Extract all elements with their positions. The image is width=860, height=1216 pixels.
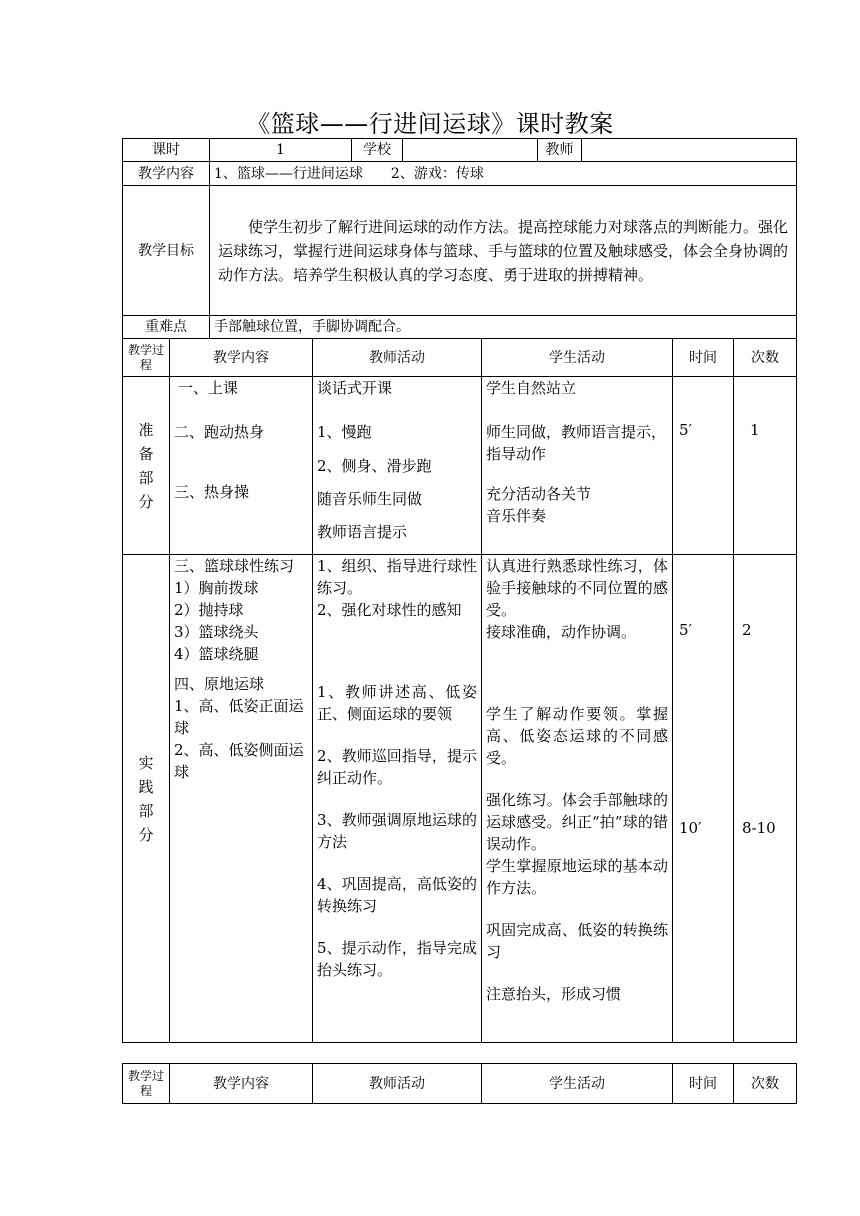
practice-content-item: 2、高、低姿侧面运球 — [174, 741, 304, 781]
practice-content-item: 1、高、低姿正面运球 — [174, 697, 304, 737]
lesson-value: 1 — [210, 139, 352, 162]
practice-time-a: 5′ — [679, 621, 692, 639]
prep-label-text: 准备部分 — [138, 420, 154, 511]
header-time: 时间 — [673, 1064, 734, 1104]
practice-student-item: 学生了解动作要领。掌握高、低姿态运球的不同感受。 — [486, 705, 668, 767]
prep-teacher-item: 谈话式开课 — [317, 379, 393, 397]
goal-label: 教学目标 — [123, 186, 210, 316]
prep-content-item: 三、热身操 — [174, 483, 250, 501]
practice-time — [673, 555, 734, 1043]
practice-content-item: 2）抛持球 — [174, 601, 244, 619]
practice-teacher-item: 2、教师巡回指导，提示纠正动作。 — [317, 747, 477, 787]
header-count: 次数 — [734, 1064, 797, 1104]
practice-count-a: 2 — [742, 621, 752, 639]
practice-teacher-item: 2、强化对球性的感知 — [317, 601, 462, 619]
lesson-label: 课时 — [123, 139, 210, 162]
prep-content-item: 二、跑动热身 — [174, 423, 265, 441]
prep-count-value: 1 — [750, 421, 760, 439]
prep-teacher-item: 教师语言提示 — [317, 523, 408, 541]
practice-label — [123, 555, 170, 1043]
header-content: 教学内容 — [170, 339, 313, 377]
header-time: 时间 — [673, 339, 734, 377]
practice-teacher-item: 3、教师强调原地运球的方法 — [317, 811, 477, 851]
prep-teacher-item: 1、慢跑 — [317, 423, 372, 441]
lesson-process-table — [122, 338, 797, 1043]
header-count: 次数 — [734, 339, 797, 377]
prep-time — [673, 377, 734, 555]
practice-student-item: 注意抬头，形成习惯 — [486, 985, 622, 1003]
prep-count — [734, 377, 797, 555]
practice-content — [170, 555, 313, 1043]
header-process: 教学过程 — [123, 339, 170, 377]
key-label: 重难点 — [123, 316, 210, 339]
teacher-value — [582, 139, 797, 162]
header-process: 教学过程 — [123, 1064, 170, 1104]
practice-label-text: 实践部分 — [138, 753, 154, 844]
practice-teacher-item: 5、提示动作，指导完成抬头练习。 — [317, 939, 477, 979]
practice-student-item: 巩固完成高、低姿的转换练习 — [486, 921, 668, 961]
practice-student-item: 强化练习。体会手部触球的运球感受。纠正“拍”球的错误动作。 — [486, 791, 668, 853]
practice-content-item: 三、篮球球性练习 — [174, 557, 295, 575]
prep-content-item: 一、上课 — [178, 379, 239, 397]
content-value: 1、篮球——行进间运球 2、游戏：传球 — [210, 162, 797, 186]
school-label: 学校 — [352, 139, 403, 162]
practice-teacher-item: 1、教师讲述高、低姿正、侧面运球的要领 — [317, 683, 477, 723]
content-label: 教学内容 — [123, 162, 210, 186]
practice-teacher-item: 4、巩固提高，高低姿的转换练习 — [317, 875, 477, 915]
page-title: 《篮球——行进间运球》课时教案 — [246, 110, 614, 138]
header-teacher: 教师活动 — [313, 1064, 482, 1104]
prep-teacher-item: 2、侧身、滑步跑 — [317, 457, 432, 475]
practice-count — [734, 555, 797, 1043]
prep-student-item: 师生同做，教师语言提示，指导动作 — [486, 423, 667, 463]
prep-teacher-item: 随音乐师生同做 — [317, 490, 423, 508]
school-value — [403, 139, 538, 162]
prep-student-item: 音乐伴奏 — [486, 507, 547, 525]
practice-content-item: 1）胸前拨球 — [174, 579, 259, 597]
prep-time-value: 5′ — [679, 421, 692, 439]
practice-teacher-item: 1、组织、指导进行球性练习。 — [317, 557, 477, 597]
prep-content — [170, 377, 313, 555]
practice-count-b: 8-10 — [742, 819, 776, 837]
key-value: 手部触球位置，手脚协调配合。 — [210, 316, 797, 339]
lesson-info-table — [122, 138, 797, 339]
header-student: 学生活动 — [482, 339, 673, 377]
prep-label — [123, 377, 170, 555]
prep-student — [482, 377, 673, 555]
practice-content-item: 3）篮球绕头 — [174, 623, 259, 641]
prep-student-item: 学生自然站立 — [486, 379, 577, 397]
practice-student-item: 认真进行熟悉球性练习，体验手接触球的不同位置的感受。 — [486, 557, 668, 619]
practice-content-item: 4）篮球绕腿 — [174, 645, 259, 663]
goal-value: 使学生初步了解行进间运球的动作方法。提高控球能力对球落点的判断能力。强化运球练习，掌握行进间运球身体与篮球、手与篮球的位置及触球感受，体会全身协调的动作方法。培养学生积极认真的学习态度、勇于进取的拼搏精神。 — [210, 186, 797, 316]
lesson-process-table-continued — [122, 1063, 797, 1104]
header-student: 学生活动 — [482, 1064, 673, 1104]
header-teacher: 教师活动 — [313, 339, 482, 377]
practice-student-item: 学生掌握原地运球的基本动作方法。 — [486, 857, 668, 897]
prep-teacher — [313, 377, 482, 555]
practice-student-item: 接球准确，动作协调。 — [486, 623, 637, 641]
practice-time-b: 10′ — [679, 819, 702, 837]
practice-student — [482, 555, 673, 1043]
practice-content-item: 四、原地运球 — [174, 675, 265, 693]
teacher-label: 教师 — [538, 139, 582, 162]
practice-teacher — [313, 555, 482, 1043]
prep-student-item: 充分活动各关节 — [486, 485, 592, 503]
header-content: 教学内容 — [170, 1064, 313, 1104]
